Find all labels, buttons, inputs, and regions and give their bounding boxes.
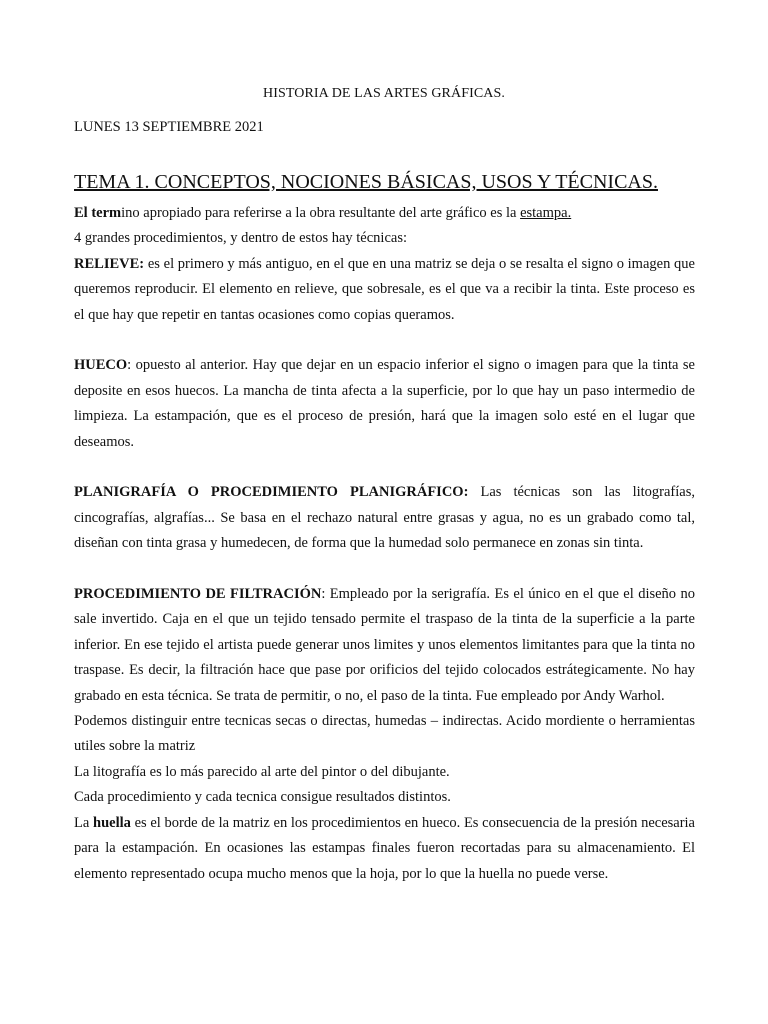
relieve-term: RELIEVE: [74,255,145,272]
blank-line [74,557,695,582]
document-title: HISTORIA DE LAS ARTES GRÁFICAS. [263,86,505,101]
date-line: LUNES 13 SEPTIEMBRE 2021 [74,119,264,135]
relieve-text: es el primero y más antiguo, en el que en una matriz se deja o se resalta el signo o imagen que queremos reproducir. El elemento en relieve, que sobresale, es el que va a recibir la tinta. Este proceso es el que hay que repetir en tantas ocasiones como copias queramos. [74,255,695,323]
procedures-intro: 4 grandes procedimientos, y dentro de estos hay técnicas: [74,230,407,247]
planigrafia-term: PLANIGRAFÍA O PROCEDIMIENTO PLANIGRÁFICO: [74,484,469,501]
intro-bold-lead: El term [74,205,122,221]
intro-text: ino apropiado para referirse a la obra resultante del arte gráfico es la [121,205,521,221]
filtracion-paragraph [74,582,695,709]
planigrafia-paragraph [74,480,695,556]
hueco-term: HUECO [74,357,128,374]
blank-line [74,328,695,353]
planigrafia-text: Las técnicas son las litografías, cincografías, algrafías... Se basa en el rechazo natural entre grasas y agua, no es un grabado como tal, diseñan con tinta grasa y humedecen, de forma que la humedad solo permanece en zonas sin tinta. [74,484,695,552]
huella-term: huella [93,814,131,831]
topic-heading: TEMA 1. CONCEPTOS, NOCIONES BÁSICAS, USOS Y TÉCNICAS. [74,171,658,193]
huella-paragraph [74,811,695,887]
blank-line [74,455,695,480]
filtracion-term: PROCEDIMIENTO DE FILTRACIÓN [74,586,322,603]
filtracion-text: : Empleado por la serigrafía. Es el único en el que el diseño no sale invertido. Caja en el que un tejido tensado permite el traspaso de la tinta de la superficie a la parte inferior. En ese tejido el artista puede generar unos limites y unos elementos limitantes para que la tinta no traspase. Es decir, la filtración hace que pase por orificios del tejido colocados estrátegicamente. No hay grabado en esta técnica. Se trata de permitir, o no, el paso de la tinta. Fue empleado por Andy Warhol. [74,586,695,704]
intro-paragraph [74,201,695,226]
hueco-paragraph [74,353,695,455]
hueco-text: : opuesto al anterior. Hay que dejar en un espacio inferior el signo o imagen para que la tinta se deposite en esos huecos. La mancha de tinta afecta a la superficie, por lo que hay un paso intermedio de limpieza. La estampación, que es el proceso de presión, hará que la imagen solo esté en el lugar que deseamos. [74,357,695,450]
litografia-note: La litografía es lo más parecido al arte del pintor o del dibujante. [74,763,450,780]
estampa-term: estampa. [520,205,572,221]
relieve-paragraph [74,252,695,328]
huella-text: es el borde de la matriz en los procedimientos en hueco. Es consecuencia de la presión necesaria para la estampación. En ocasiones las estampas finales fueron recortadas para su almacenamiento. El elemento representado ocupa mucho menos que la hoja, por lo que la huella no puede verse. [74,814,695,882]
document-body [74,201,695,887]
resultados-note: Cada procedimiento y cada tecnica consigue resultados distintos. [74,789,451,806]
tecnicas-note: Podemos distinguir entre tecnicas secas o directas, humedas – indirectas. Acido mordiente o herramientas utiles sobre la matriz [74,713,695,755]
huella-lead: La [74,814,93,831]
